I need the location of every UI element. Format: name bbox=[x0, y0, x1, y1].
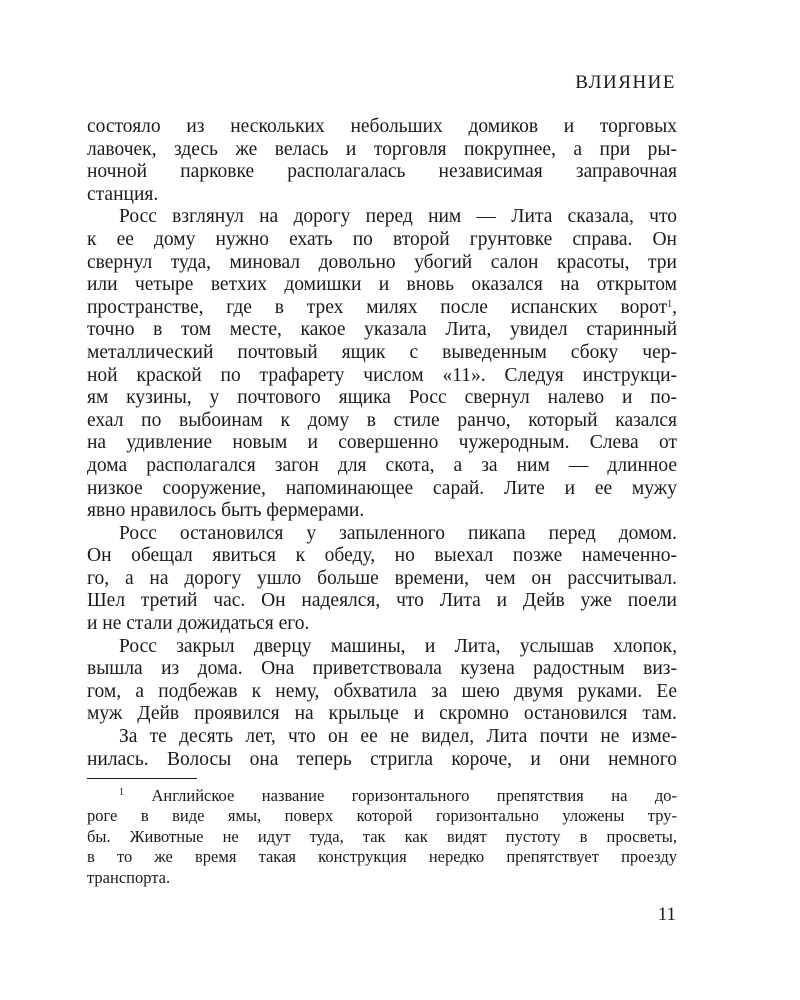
text-line: на удивление новым и совершенно чужеродным. Слева от bbox=[87, 432, 677, 454]
text-line-with-footnote: пространстве, где в трех милях после испанских ворот$^1$, bbox=[87, 296, 677, 318]
text-line: ной краской по трафарету числом «11». Следуя инструкци- bbox=[87, 364, 677, 386]
text-line: ехал по выбоинам к дому в стиле ранчо, который казался bbox=[87, 409, 677, 431]
footnote-line bbox=[87, 786, 677, 806]
text-line: явно нравилось быть фермерами. bbox=[87, 500, 365, 522]
text-line: муж Дейв проявился на крыльце и скромно остановился там. bbox=[87, 703, 677, 725]
text-line: Он обещал явиться к обеду, но выехал позже намеченно- bbox=[87, 545, 677, 567]
footnote-line: транспорта. bbox=[87, 867, 171, 887]
text-line: металлический почтовый ящик с выведенным сбоку чер- bbox=[87, 341, 677, 363]
footnote-text: Английское название горизонтального препятствия на до- bbox=[151, 786, 677, 805]
text-line: гом, а подбежав к нему, обхватила за шею двумя руками. Ее bbox=[87, 680, 677, 702]
text-fragment: пространстве, где в трех милях после испанских ворот bbox=[87, 296, 668, 318]
running-header: ВЛИЯНИЕ bbox=[575, 72, 676, 93]
text-line: Росс остановился у запыленного пикапа перед домом. bbox=[119, 522, 677, 544]
text-line: станция. bbox=[87, 183, 159, 205]
text-line: и не стали дожидаться его. bbox=[87, 613, 310, 635]
text-line: свернул туда, миновал довольно убогий салон красоты, три bbox=[87, 251, 677, 273]
footnote-divider bbox=[87, 778, 197, 779]
text-line: или четыре ветхих домишки и вновь оказался на открытом bbox=[87, 274, 677, 296]
text-line: Росс взглянул на дорогу перед ним — Лита сказала, что bbox=[119, 206, 677, 228]
footnote-reference: 1 bbox=[667, 298, 673, 310]
text-line: За те десять лет, что он ее не видел, Лита почти не изме- bbox=[119, 726, 677, 748]
text-line: ям кузины, у почтового ящика Росс свернул налево и по- bbox=[87, 387, 677, 409]
footnote-line: в то же время такая конструкция нередко препятствует проезду bbox=[87, 847, 677, 867]
text-line: Шел третий час. Он надеялся, что Лита и Дейв уже поели bbox=[87, 590, 677, 612]
text-line: лавочек, здесь же велась и торговля покрупнее, а при ры- bbox=[87, 138, 677, 160]
text-line: ночной парковке располагалась независимая заправочная bbox=[87, 161, 677, 183]
text-line: состояло из нескольких небольших домиков и торговых bbox=[87, 116, 677, 137]
footnote-line: бы. Животные не идут туда, так как видят пустоту в просветы, bbox=[87, 826, 677, 846]
text-line: нилась. Волосы она теперь стригла короче, и они немного bbox=[87, 748, 677, 770]
text-line: дома располагался загон для скота, а за ним — длинное bbox=[87, 454, 677, 476]
text-line: точно в том месте, какое указала Лита, увидел старинный bbox=[87, 319, 677, 341]
text-line: Росс закрыл дверцу машины, и Лита, услышав хлопок, bbox=[119, 635, 677, 657]
main-text bbox=[87, 116, 677, 771]
page-number: 11 bbox=[657, 904, 676, 925]
text-line: низкое сооружение, напоминающее сарай. Лите и ее мужу bbox=[87, 477, 677, 499]
text-line: го, а на дорогу ушло больше времени, чем он рассчитывал. bbox=[87, 567, 677, 589]
text-line: к ее дому нужно ехать по второй грунтовке справа. Он bbox=[87, 228, 677, 250]
text-line: вышла из дома. Она приветствовала кузена радостным виз- bbox=[87, 658, 677, 680]
footnote-marker: 1 bbox=[119, 787, 124, 798]
footnote bbox=[87, 786, 677, 888]
footnote-line: роге в виде ямы, поверх которой горизонтально уложены тру- bbox=[87, 806, 677, 826]
